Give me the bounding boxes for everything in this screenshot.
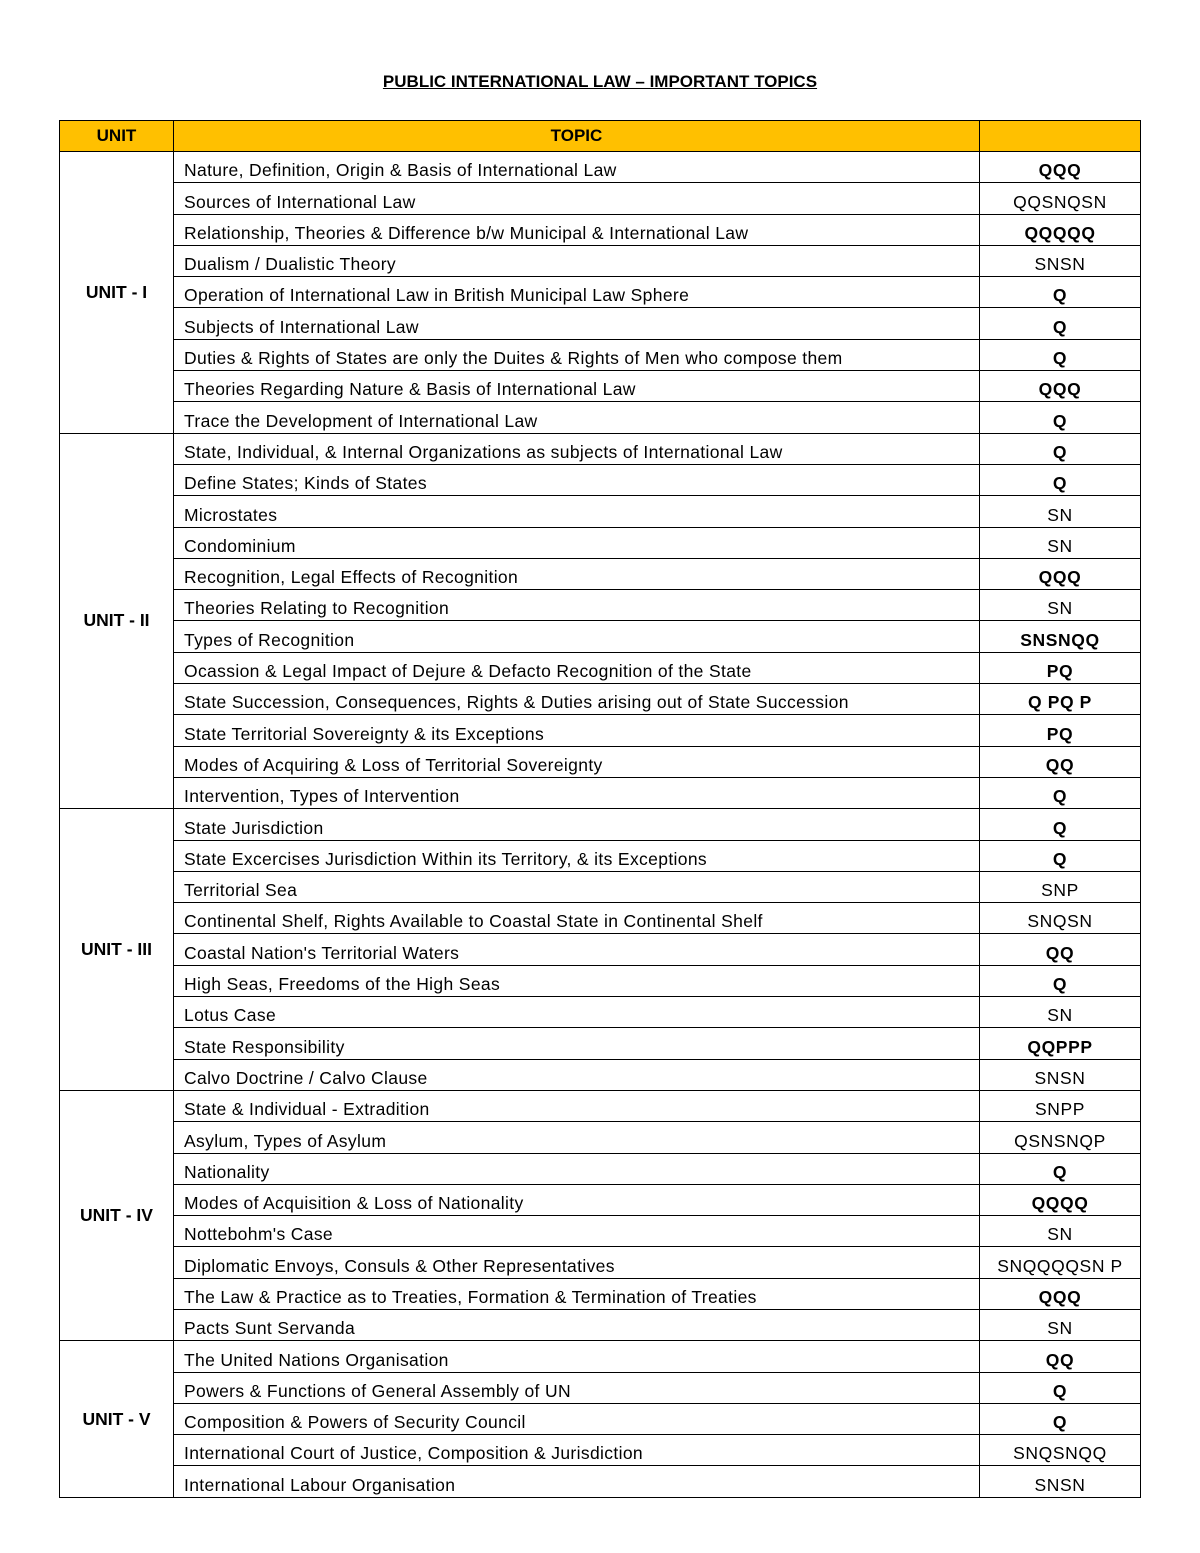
question-code-cell: QQQQ: [980, 1184, 1141, 1215]
topic-cell: Operation of International Law in British Municipal Law Sphere: [174, 277, 980, 308]
topic-cell: Asylum, Types of Asylum: [174, 1122, 980, 1153]
question-code-cell: QQQQQ: [980, 214, 1141, 245]
table-row: [60, 652, 1141, 683]
topic-cell: Lotus Case: [174, 997, 980, 1028]
topic-cell: Ocassion & Legal Impact of Dejure & Defacto Recognition of the State: [174, 652, 980, 683]
question-code-cell: SN: [980, 1309, 1141, 1340]
topic-cell: Relationship, Theories & Difference b/w Municipal & International Law: [174, 214, 980, 245]
table-row: [60, 183, 1141, 214]
question-code-cell: QSNSNQP: [980, 1122, 1141, 1153]
question-code-cell: Q: [980, 464, 1141, 495]
question-code-cell: Q: [980, 1372, 1141, 1403]
table-row: [60, 903, 1141, 934]
topic-cell: The United Nations Organisation: [174, 1341, 980, 1372]
topic-cell: Subjects of International Law: [174, 308, 980, 339]
question-code-cell: Q: [980, 277, 1141, 308]
table-row: [60, 997, 1141, 1028]
unit-label: UNIT - III: [60, 809, 174, 1091]
topic-cell: Territorial Sea: [174, 871, 980, 902]
table-row: [60, 1028, 1141, 1059]
table-row: [60, 277, 1141, 308]
table-row: [60, 1435, 1141, 1466]
topic-cell: State Territorial Sovereignty & its Exceptions: [174, 715, 980, 746]
question-code-cell: Q: [980, 1153, 1141, 1184]
table-row: [60, 809, 1141, 840]
unit-label: UNIT - V: [60, 1341, 174, 1497]
question-code-cell: SNSN: [980, 245, 1141, 276]
question-code-cell: Q: [980, 777, 1141, 808]
table-row: [60, 558, 1141, 589]
question-code-cell: Q: [980, 840, 1141, 871]
topic-column-header: TOPIC: [174, 121, 980, 152]
question-code-cell: QQ: [980, 1341, 1141, 1372]
question-code-cell: SNQSN: [980, 903, 1141, 934]
table-row: [60, 934, 1141, 965]
table-row: [60, 308, 1141, 339]
unit-column-header: UNIT: [60, 121, 174, 152]
table-row: [60, 840, 1141, 871]
topic-cell: Trace the Development of International Law: [174, 402, 980, 433]
question-code-cell: PQ: [980, 715, 1141, 746]
table-body: [60, 152, 1141, 1498]
table-row: [60, 1122, 1141, 1153]
question-code-cell: QQPPP: [980, 1028, 1141, 1059]
question-code-cell: Q: [980, 965, 1141, 996]
question-code-cell: Q: [980, 339, 1141, 370]
topic-cell: State & Individual - Extradition: [174, 1090, 980, 1121]
table-row: [60, 245, 1141, 276]
question-code-cell: Q: [980, 402, 1141, 433]
topic-cell: Define States; Kinds of States: [174, 464, 980, 495]
table-row: [60, 464, 1141, 495]
topic-cell: International Labour Organisation: [174, 1466, 980, 1497]
table-row: [60, 746, 1141, 777]
table-row: [60, 214, 1141, 245]
topic-cell: Composition & Powers of Security Council: [174, 1403, 980, 1434]
topic-cell: Sources of International Law: [174, 183, 980, 214]
topics-table: [59, 120, 1141, 1498]
topic-cell: The Law & Practice as to Treaties, Formation & Termination of Treaties: [174, 1278, 980, 1309]
question-code-cell: PQ: [980, 652, 1141, 683]
unit-label: UNIT - I: [60, 152, 174, 434]
topic-cell: State Jurisdiction: [174, 809, 980, 840]
topic-cell: Diplomatic Envoys, Consuls & Other Representatives: [174, 1247, 980, 1278]
table-row: [60, 1216, 1141, 1247]
topic-cell: Theories Relating to Recognition: [174, 590, 980, 621]
topic-cell: State Succession, Consequences, Rights & Duties arising out of State Succession: [174, 684, 980, 715]
topic-cell: Theories Regarding Nature & Basis of International Law: [174, 371, 980, 402]
topic-cell: Pacts Sunt Servanda: [174, 1309, 980, 1340]
table-header-row: [60, 121, 1141, 152]
unit-label: UNIT - IV: [60, 1090, 174, 1340]
table-row: [60, 1247, 1141, 1278]
question-code-cell: SN: [980, 527, 1141, 558]
question-code-cell: QQQ: [980, 558, 1141, 589]
table-row: [60, 590, 1141, 621]
topic-cell: High Seas, Freedoms of the High Seas: [174, 965, 980, 996]
question-code-cell: SNSN: [980, 1466, 1141, 1497]
topic-cell: Condominium: [174, 527, 980, 558]
table-row: [60, 1466, 1141, 1497]
topic-cell: Coastal Nation's Territorial Waters: [174, 934, 980, 965]
topic-cell: Recognition, Legal Effects of Recognition: [174, 558, 980, 589]
topic-cell: Modes of Acquisition & Loss of Nationality: [174, 1184, 980, 1215]
question-code-cell: Q: [980, 809, 1141, 840]
table-row: [60, 371, 1141, 402]
table-row: [60, 339, 1141, 370]
topic-cell: Continental Shelf, Rights Available to Coastal State in Continental Shelf: [174, 903, 980, 934]
question-code-cell: QQ: [980, 934, 1141, 965]
question-code-cell: SNSNQQ: [980, 621, 1141, 652]
topic-cell: State, Individual, & Internal Organizations as subjects of International Law: [174, 433, 980, 464]
unit-label: UNIT - II: [60, 433, 174, 809]
question-code-cell: QQQ: [980, 371, 1141, 402]
table-row: [60, 1059, 1141, 1090]
question-code-cell: SNP: [980, 871, 1141, 902]
topic-cell: State Responsibility: [174, 1028, 980, 1059]
question-code-cell: QQQ: [980, 1278, 1141, 1309]
table-row: [60, 1153, 1141, 1184]
code-column-header: [980, 121, 1141, 152]
topic-cell: Nature, Definition, Origin & Basis of International Law: [174, 152, 980, 183]
table-row: [60, 1403, 1141, 1434]
question-code-cell: Q: [980, 433, 1141, 464]
page-title: PUBLIC INTERNATIONAL LAW – IMPORTANT TOPICS: [382, 72, 818, 91]
question-code-cell: QQQ: [980, 152, 1141, 183]
table-row: [60, 621, 1141, 652]
question-code-cell: SN: [980, 1216, 1141, 1247]
table-row: [60, 1278, 1141, 1309]
table-row: [60, 965, 1141, 996]
question-code-cell: Q PQ P: [980, 684, 1141, 715]
table-row: [60, 1341, 1141, 1372]
table-row: [60, 433, 1141, 464]
table-row: [60, 1309, 1141, 1340]
question-code-cell: Q: [980, 308, 1141, 339]
table-row: [60, 871, 1141, 902]
table-row: [60, 1184, 1141, 1215]
question-code-cell: SN: [980, 997, 1141, 1028]
topic-cell: Powers & Functions of General Assembly of UN: [174, 1372, 980, 1403]
topic-cell: Duties & Rights of States are only the Duites & Rights of Men who compose them: [174, 339, 980, 370]
topic-cell: Types of Recognition: [174, 621, 980, 652]
table-row: [60, 684, 1141, 715]
topic-cell: State Excercises Jurisdiction Within its Territory, & its Exceptions: [174, 840, 980, 871]
topic-cell: Microstates: [174, 496, 980, 527]
table-row: [60, 527, 1141, 558]
question-code-cell: SNQSNQQ: [980, 1435, 1141, 1466]
table-row: [60, 402, 1141, 433]
table-row: [60, 496, 1141, 527]
question-code-cell: SNSN: [980, 1059, 1141, 1090]
topic-cell: International Court of Justice, Composition & Jurisdiction: [174, 1435, 980, 1466]
table-row: [60, 715, 1141, 746]
table-row: [60, 1372, 1141, 1403]
question-code-cell: QQSNQSN: [980, 183, 1141, 214]
question-code-cell: SNQQQQSN P: [980, 1247, 1141, 1278]
question-code-cell: SNPP: [980, 1090, 1141, 1121]
table-row: [60, 1090, 1141, 1121]
topic-cell: Nationality: [174, 1153, 980, 1184]
table-row: [60, 777, 1141, 808]
question-code-cell: QQ: [980, 746, 1141, 777]
topic-cell: Calvo Doctrine / Calvo Clause: [174, 1059, 980, 1090]
topic-cell: Dualism / Dualistic Theory: [174, 245, 980, 276]
question-code-cell: SN: [980, 590, 1141, 621]
topic-cell: Intervention, Types of Intervention: [174, 777, 980, 808]
table-row: [60, 152, 1141, 183]
question-code-cell: SN: [980, 496, 1141, 527]
question-code-cell: Q: [980, 1403, 1141, 1434]
topic-cell: Nottebohm's Case: [174, 1216, 980, 1247]
topic-cell: Modes of Acquiring & Loss of Territorial Sovereignty: [174, 746, 980, 777]
